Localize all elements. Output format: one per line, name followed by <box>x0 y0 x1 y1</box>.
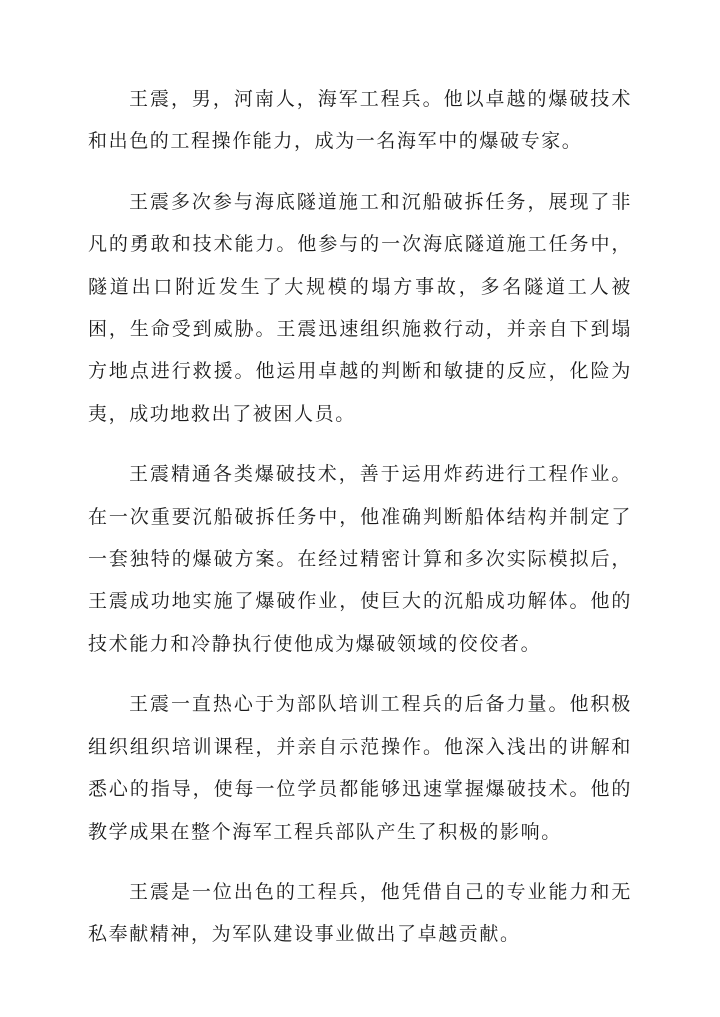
document-page <box>88 78 632 974</box>
paragraph-training: 王震一直热心于为部队培训工程兵的后备力量。他积极组织组织培训课程，并亲自示范操作。他深入浅出的讲解和悉心的指导，使每一位学员都能够迅速掌握爆破技术。他的教学成果在整个海军工程兵部队产生了积极的影响。 <box>88 693 632 843</box>
paragraph-demolition-expertise: 王震精通各类爆破技术，善于运用炸药进行工程作业。在一次重要沉船破拆任务中，他准确判断船体结构并制定了一套独特的爆破方案。在经过精密计算和多次实际模拟后，王震成功地实施了爆破作业，使巨大的沉船成功解体。他的技术能力和冷静执行使他成为爆破领域的佼佼者。 <box>88 463 632 655</box>
paragraph-intro: 王震，男，河南人，海军工程兵。他以卓越的爆破技术和出色的工程操作能力，成为一名海军中的爆破专家。 <box>88 88 632 153</box>
paragraph-tunnel-rescue: 王震多次参与海底隧道施工和沉船破拆任务，展现了非凡的勇敢和技术能力。他参与的一次海底隧道施工任务中，隧道出口附近发生了大规模的塌方事故，多名隧道工人被困，生命受到威胁。王震迅速组织施救行动，并亲自下到塌方地点进行救援。他运用卓越的判断和敏捷的反应，化险为夷，成功地救出了被困人员。 <box>88 190 632 425</box>
paragraph-conclusion: 王震是一位出色的工程兵，他凭借自己的专业能力和无私奉献精神，为军队建设事业做出了卓越贡献。 <box>88 880 632 946</box>
